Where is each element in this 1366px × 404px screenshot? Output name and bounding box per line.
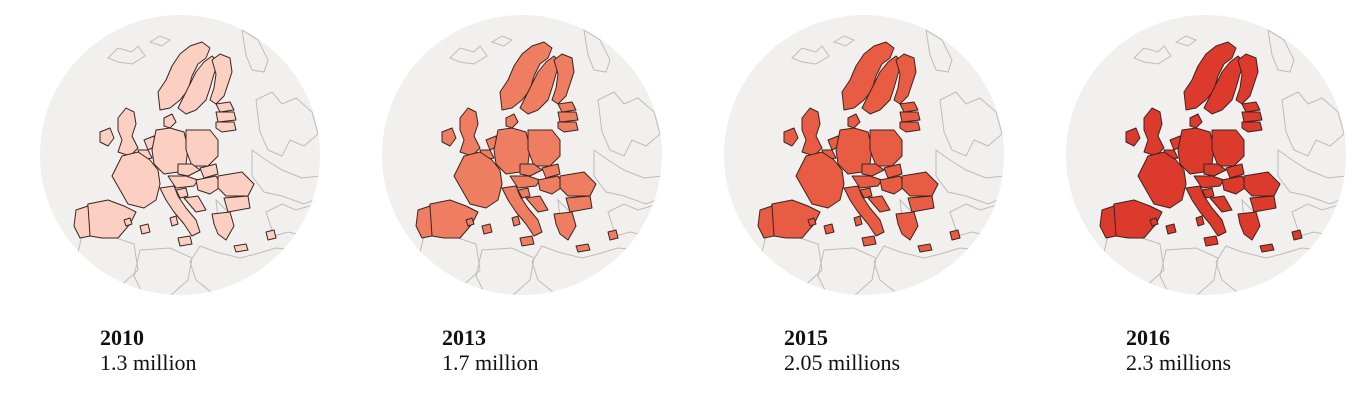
map-panel-2016 <box>1046 0 1366 404</box>
year-label: 2015 <box>784 325 828 350</box>
value-label: 2.05 millions <box>784 350 901 376</box>
map-panel-2013 <box>362 0 682 404</box>
map-caption-2016 <box>1126 325 1231 376</box>
europe-map-2010 <box>20 0 340 310</box>
europe-map-2013 <box>362 0 682 310</box>
map-caption-2010 <box>100 325 197 376</box>
value-label: 1.3 million <box>100 350 197 376</box>
europe-map-2015 <box>704 0 1024 310</box>
map-caption-2013 <box>442 325 539 376</box>
value-label: 2.3 millions <box>1126 350 1232 376</box>
map-caption-2015 <box>784 325 900 376</box>
map-panel-2015 <box>704 0 1024 404</box>
year-label: 2016 <box>1126 325 1170 350</box>
europe-map-2016 <box>1046 0 1366 310</box>
map-panel-2010 <box>20 0 340 404</box>
year-label: 2010 <box>100 325 144 350</box>
value-label: 1.7 million <box>442 350 539 376</box>
year-label: 2013 <box>442 325 486 350</box>
